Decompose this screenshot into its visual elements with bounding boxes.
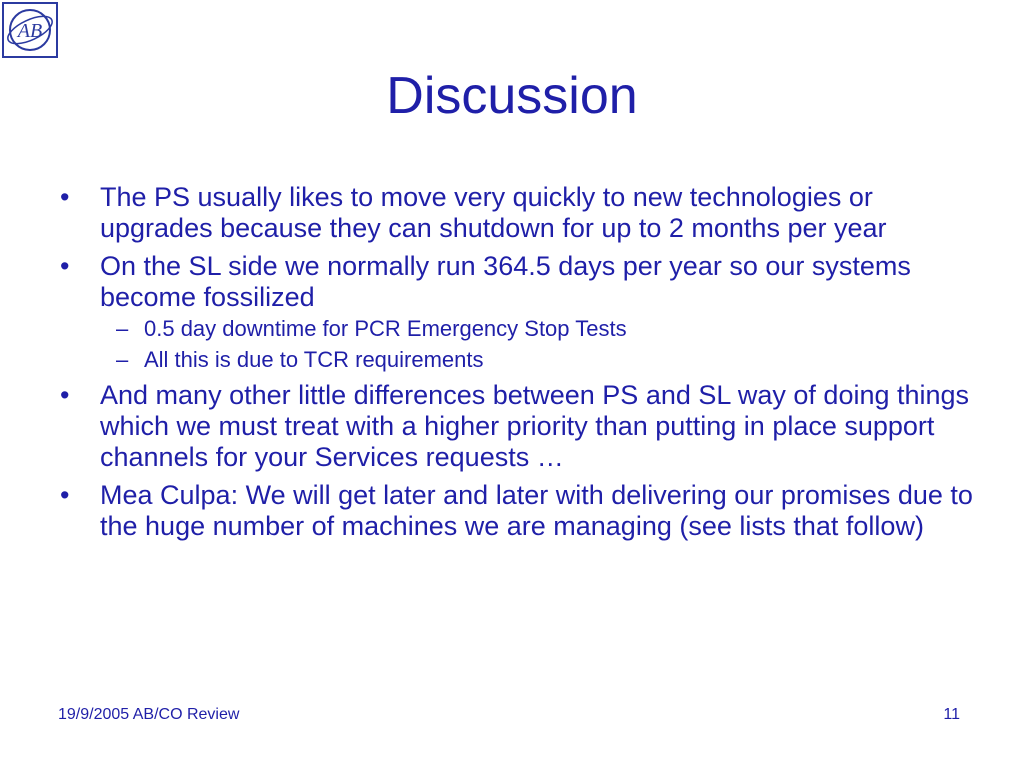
sub-bullet-item bbox=[100, 347, 976, 373]
bullet-marker: • bbox=[60, 182, 70, 212]
slide-number: 11 bbox=[943, 706, 960, 723]
bullet-item bbox=[56, 182, 976, 244]
slide-title: Discussion bbox=[386, 67, 638, 125]
bullet-marker: • bbox=[60, 380, 70, 410]
bullet-marker: • bbox=[60, 480, 70, 510]
bullet-text: On the SL side we normally run 364.5 days per year so our systems become fossilized bbox=[100, 251, 911, 312]
footer-date-title: 19/9/2005 AB/CO Review bbox=[58, 706, 240, 723]
sub-bullet-marker: – bbox=[116, 347, 129, 372]
bullet-item bbox=[56, 251, 976, 373]
bullet-text: The PS usually likes to move very quickly to new technologies or upgrades because they can shutdown for up to 2 months per year bbox=[100, 182, 887, 243]
bullet-text: And many other little differences between PS and SL way of doing things which we must treat with a higher priority than putting in place support channels for your Services requests … bbox=[100, 380, 970, 472]
sub-bullet-text: 0.5 day downtime for PCR Emergency Stop Tests bbox=[144, 316, 627, 341]
bullet-marker: • bbox=[60, 251, 70, 281]
svg-text:AB: AB bbox=[17, 20, 43, 42]
bullet-item bbox=[56, 480, 976, 542]
ab-logo-icon bbox=[2, 2, 58, 58]
sub-bullet-item bbox=[100, 316, 976, 342]
sub-bullet-marker: – bbox=[116, 316, 129, 341]
bullet-text: Mea Culpa: We will get later and later with delivering our promises due to the huge number of machines we are managing (see lists that follow) bbox=[100, 480, 973, 541]
ab-logo-graphic bbox=[2, 2, 58, 58]
sub-bullet-text: All this is due to TCR requirements bbox=[144, 347, 484, 372]
bullet-item bbox=[56, 380, 976, 473]
sub-bullet-list bbox=[100, 316, 976, 373]
bullet-list bbox=[56, 182, 976, 549]
